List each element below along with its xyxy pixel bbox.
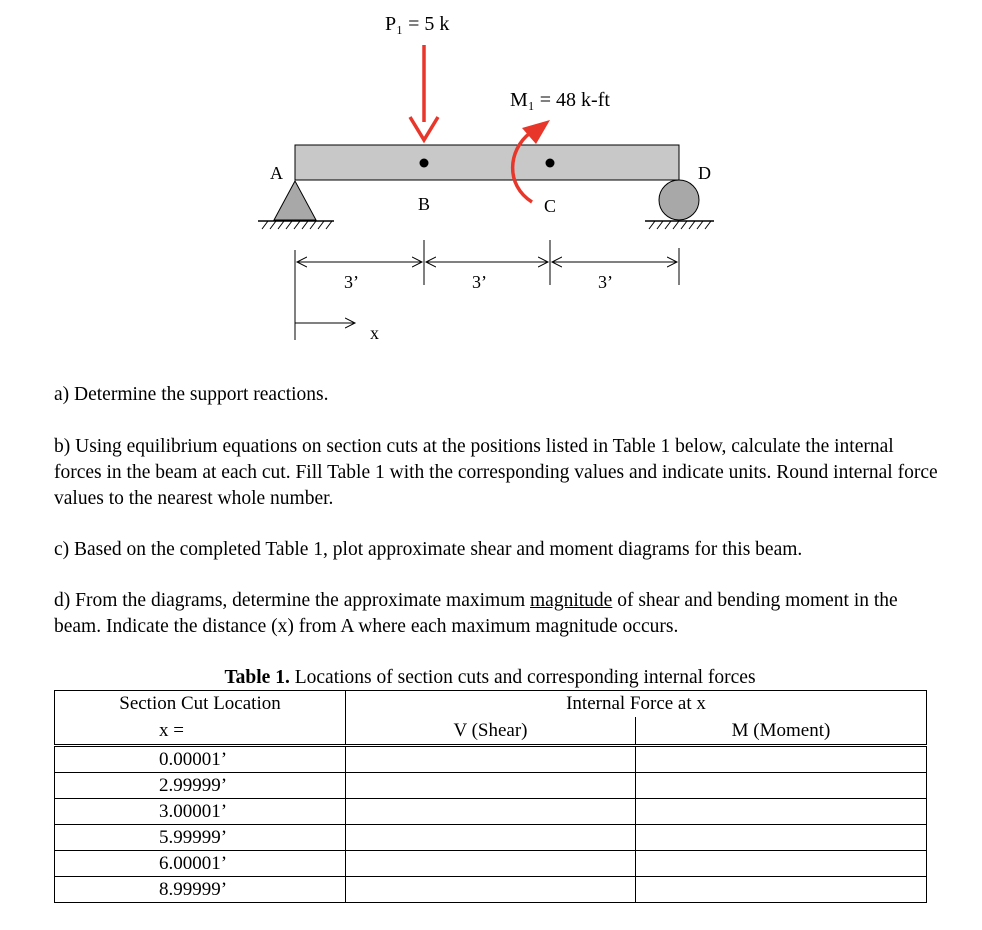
roller-support <box>645 180 714 229</box>
shear-cell[interactable] <box>346 851 636 877</box>
cut-location: 2.99999’ <box>55 773 346 799</box>
shear-cell[interactable] <box>346 825 636 851</box>
cut-location: 3.00001’ <box>55 799 346 825</box>
subheader-x: x = <box>55 717 346 746</box>
moment-cell[interactable] <box>636 825 927 851</box>
cut-location: 5.99999’ <box>55 825 346 851</box>
point-b-dot <box>420 159 429 168</box>
table-caption-bold: Table 1. <box>224 667 290 688</box>
header-section-cut-location: Section Cut Location <box>55 691 346 718</box>
point-a-label: A <box>270 163 283 183</box>
moment-cell[interactable] <box>636 851 927 877</box>
beam <box>295 145 679 180</box>
moment-cell[interactable] <box>636 877 927 903</box>
load-label: P₁ = 5 k <box>385 13 450 35</box>
subheader-shear: V (Shear) <box>346 717 636 746</box>
shear-cell[interactable] <box>346 877 636 903</box>
pin-support <box>258 181 334 229</box>
table-row <box>55 799 927 825</box>
question-c: c) Based on the completed Table 1, plot approximate shear and moment diagrams for this beam. <box>54 539 803 560</box>
point-d-label: D <box>698 163 711 183</box>
question-b: b) Using equilibrium equations on section cuts at the positions listed in Table 1 below, calculate the internal forces in the beam at each cut. Fill Table 1 with the corresponding values and indicate units. Round internal force values to the nearest whole number. <box>54 436 938 509</box>
table-caption-text: Locations of section cuts and corresponding internal forces <box>289 667 756 688</box>
question-d-emphasis: magnitude <box>530 590 613 611</box>
moment-label: M₁ = 48 k-ft <box>510 89 610 111</box>
point-c-dot <box>546 159 555 168</box>
span-2-label: 3’ <box>472 272 487 292</box>
table-caption <box>54 666 926 690</box>
cut-location: 0.00001’ <box>55 746 346 773</box>
cut-location: 8.99999’ <box>55 877 346 903</box>
axis-x-label: x <box>370 323 379 343</box>
span-1-label: 3’ <box>344 272 359 292</box>
point-c-label: C <box>544 196 557 216</box>
beam-diagram <box>0 0 982 370</box>
cut-location: 6.00001’ <box>55 851 346 877</box>
table-row <box>55 773 927 799</box>
span-3-label: 3’ <box>598 272 613 292</box>
table-row <box>55 746 927 773</box>
shear-cell[interactable] <box>346 773 636 799</box>
moment-cell[interactable] <box>636 799 927 825</box>
question-a: a) Determine the support reactions. <box>54 384 329 405</box>
point-b-label: B <box>418 194 431 214</box>
moment-cell[interactable] <box>636 773 927 799</box>
moment-cell[interactable] <box>636 746 927 773</box>
table-row <box>55 877 927 903</box>
shear-cell[interactable] <box>346 799 636 825</box>
question-d-end: of shear and bending moment in the beam. Indicate the distance (x) from A where each maximum magnitude occurs. <box>54 590 898 637</box>
table-row <box>55 851 927 877</box>
question-d <box>54 588 944 640</box>
table-row <box>55 825 927 851</box>
section-cut-table <box>54 690 927 903</box>
subheader-moment: M (Moment) <box>636 717 927 746</box>
question-d-start: d) From the diagrams, determine the approximate maximum <box>54 590 530 611</box>
shear-cell[interactable] <box>346 746 636 773</box>
header-internal-force: Internal Force at x <box>346 691 927 718</box>
point-load-arrow <box>410 45 438 140</box>
